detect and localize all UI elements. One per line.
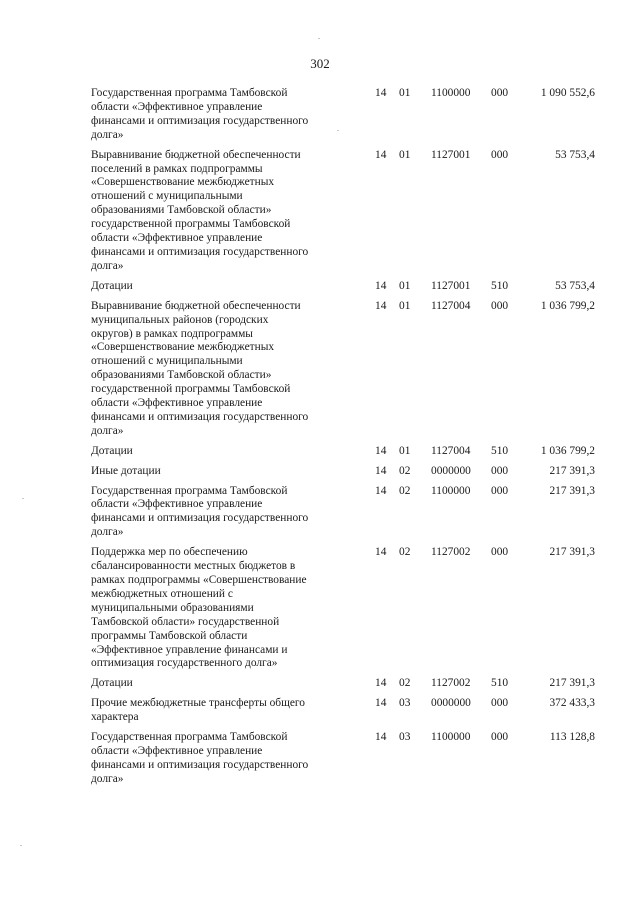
row-subsection: 01	[399, 299, 411, 312]
row-expense-type: 000	[491, 87, 509, 99]
row-expense-type: 000	[491, 546, 509, 559]
table-row	[91, 445, 606, 459]
row-amount: 217 391,3	[549, 464, 595, 477]
table-row	[91, 280, 606, 294]
row-subsection: 01	[399, 87, 411, 99]
row-section: 14	[375, 731, 387, 744]
table-row	[91, 87, 606, 143]
row-section: 14	[375, 299, 387, 312]
row-target-article: 1100000	[431, 731, 471, 744]
table-row	[91, 546, 606, 671]
row-name: Дотации	[91, 677, 133, 690]
row-target-article: 1127002	[431, 546, 471, 559]
row-subsection: 02	[399, 677, 411, 690]
row-expense-type: 000	[491, 464, 509, 477]
row-subsection: 01	[399, 148, 411, 161]
row-expense-type: 510	[491, 444, 509, 457]
row-name: Поддержка мер по обеспечению сбалансированности местных бюджетов в рамках подпрограммы «Совершенствование межбюджетных отношений с муниципальными образованиями Тамбовской области» государственной программы Тамбовской области «Эффективное управление финансами и оптимизация государственного долга»	[91, 546, 307, 670]
scan-speck	[318, 38, 320, 39]
row-subsection: 03	[399, 697, 411, 710]
row-section: 14	[375, 484, 387, 497]
row-subsection: 02	[399, 546, 411, 559]
table-row	[91, 485, 606, 541]
row-subsection: 03	[399, 731, 411, 744]
row-target-article: 1127004	[431, 444, 471, 457]
row-section: 14	[375, 148, 387, 161]
row-expense-type: 000	[491, 299, 509, 312]
row-name: Дотации	[91, 444, 133, 457]
row-amount: 113 128,8	[549, 731, 595, 744]
row-target-article: 1127002	[431, 677, 471, 690]
budget-table	[91, 87, 606, 793]
row-subsection: 01	[399, 279, 411, 292]
scan-speck	[337, 130, 339, 131]
table-row	[91, 697, 606, 725]
row-name: Прочие межбюджетные трансферты общего характера	[91, 697, 305, 724]
row-amount: 53 753,4	[555, 148, 595, 161]
row-name: Государственная программа Тамбовской области «Эффективное управление финансами и оптимизация государственного долга»	[91, 87, 309, 141]
row-amount: 217 391,3	[549, 484, 595, 497]
scan-speck	[22, 498, 24, 499]
row-amount: 217 391,3	[549, 677, 595, 690]
row-expense-type: 510	[491, 279, 509, 292]
row-target-article: 0000000	[431, 697, 471, 710]
row-expense-type: 510	[491, 677, 509, 690]
row-target-article: 1127001	[431, 279, 471, 292]
row-expense-type: 000	[491, 484, 509, 497]
row-target-article: 1127004	[431, 299, 471, 312]
row-amount: 372 433,3	[549, 697, 595, 710]
row-amount: 1 036 799,2	[540, 299, 595, 312]
row-name: Государственная программа Тамбовской области «Эффективное управление финансами и оптимизация государственного долга»	[91, 484, 309, 539]
row-section: 14	[375, 546, 387, 559]
row-name: Государственная программа Тамбовской области «Эффективное управление финансами и оптимизация государственного долга»	[91, 731, 309, 785]
scan-speck	[20, 845, 22, 846]
row-target-article: 1127001	[431, 148, 471, 161]
row-section: 14	[375, 444, 387, 457]
row-expense-type: 000	[491, 731, 509, 744]
table-row	[91, 300, 606, 439]
row-section: 14	[375, 87, 387, 99]
row-section: 14	[375, 697, 387, 710]
table-row	[91, 465, 606, 479]
row-target-article: 1100000	[431, 484, 471, 497]
row-section: 14	[375, 464, 387, 477]
row-subsection: 02	[399, 464, 411, 477]
row-target-article: 0000000	[431, 464, 471, 477]
row-name: Дотации	[91, 279, 133, 292]
row-section: 14	[375, 279, 387, 292]
row-expense-type: 000	[491, 697, 509, 710]
page-number: 302	[310, 56, 330, 71]
table-row	[91, 149, 606, 274]
row-expense-type: 000	[491, 148, 509, 161]
row-amount: 1 090 552,6	[540, 87, 595, 99]
row-amount: 53 753,4	[555, 279, 595, 292]
table-row	[91, 677, 606, 691]
row-name: Выравнивание бюджетной обеспеченности поселений в рамках подпрограммы «Совершенствование межбюджетных отношений с муниципальными образованиями Тамбовской области» государственной программы Тамбовской области «Эффективное управление финансами и оптимизация государственного долга»	[91, 148, 309, 272]
row-name: Иные дотации	[91, 464, 161, 477]
row-subsection: 01	[399, 444, 411, 457]
row-subsection: 02	[399, 484, 411, 497]
row-amount: 1 036 799,2	[540, 444, 595, 457]
table-row	[91, 731, 606, 787]
row-amount: 217 391,3	[549, 546, 595, 559]
row-target-article: 1100000	[431, 87, 471, 99]
row-section: 14	[375, 677, 387, 690]
row-name: Выравнивание бюджетной обеспеченности муниципальных районов (городских округов) в рамках подпрограммы «Совершенствование межбюджетных отношений с муниципальными образованиями Тамбовской области» государственной программы Тамбовской области «Эффективное управление финансами и оптимизация государственного долга»	[91, 299, 309, 437]
